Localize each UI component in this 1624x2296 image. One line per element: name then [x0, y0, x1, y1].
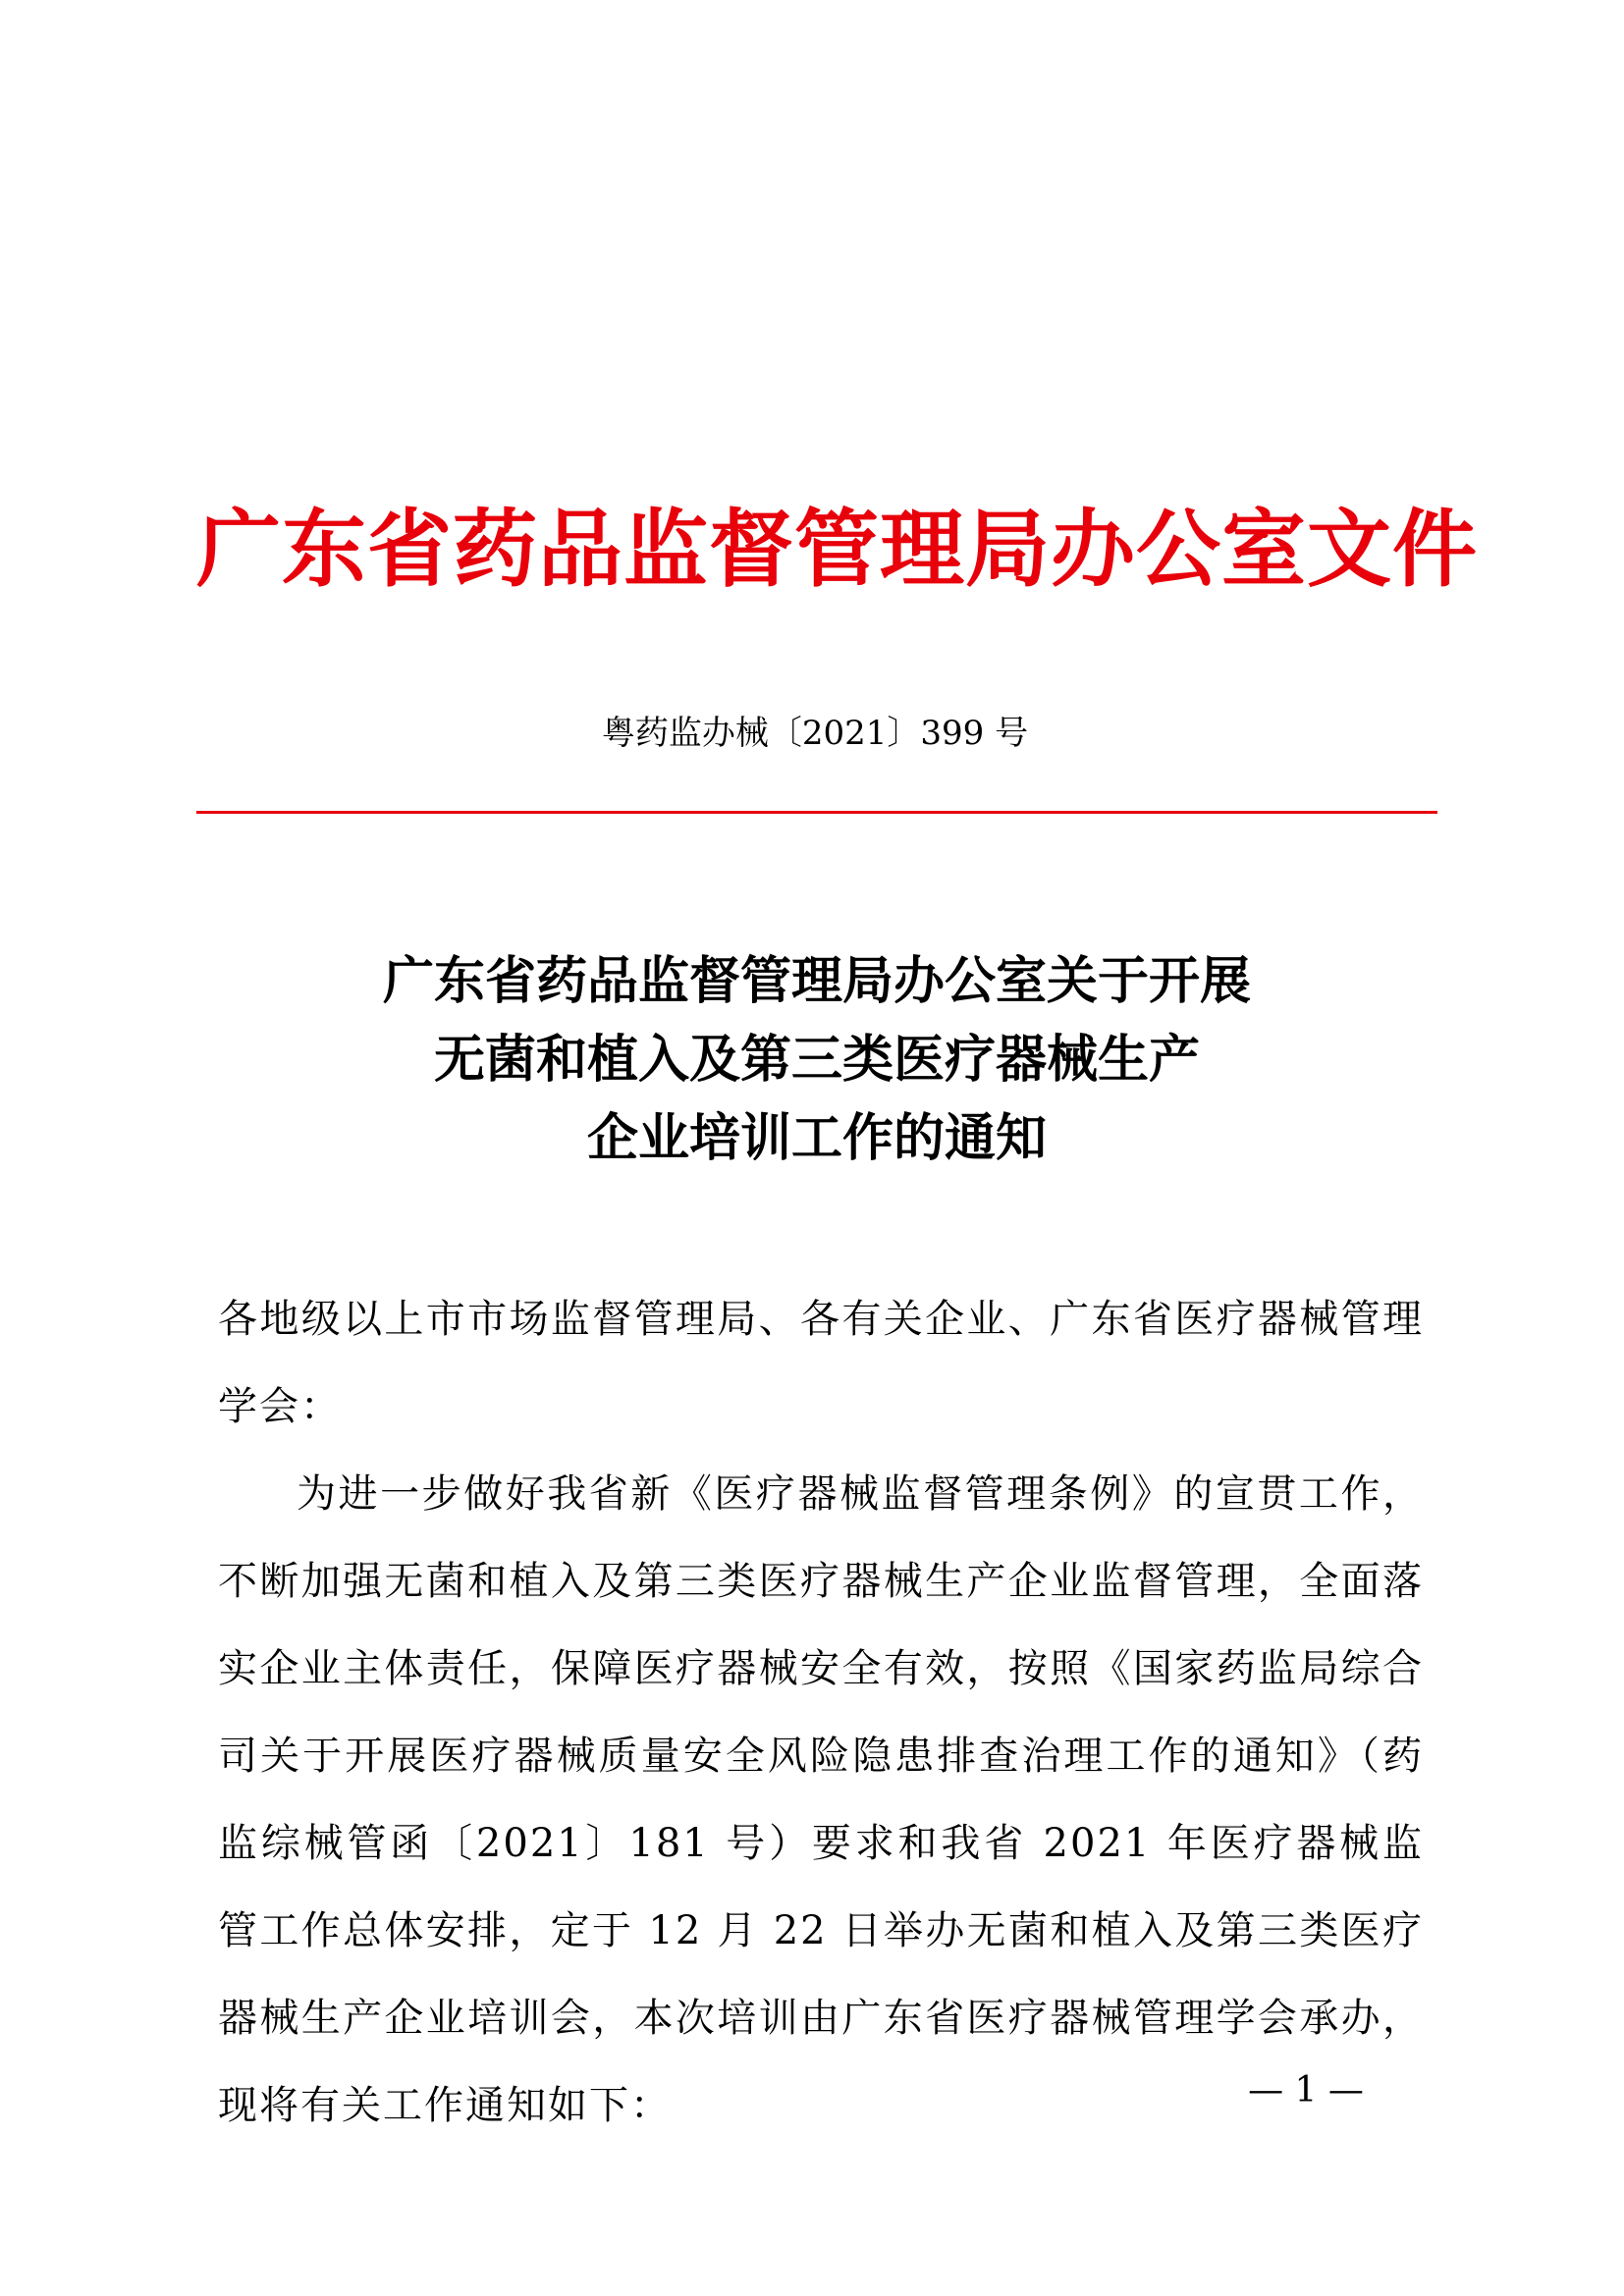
page-number: — 1 — — [1248, 2070, 1364, 2110]
red-divider-line — [196, 811, 1437, 814]
issuer-header: 广东省药品监督管理局办公室文件 — [196, 501, 1478, 599]
notice-title-line-3: 企业培训工作的通知 — [586, 1108, 1047, 1168]
notice-title-line-2: 无菌和植入及第三类医疗器械生产 — [433, 1030, 1200, 1090]
document-number: 粤药监办械〔2021〕399 号 — [601, 714, 1029, 753]
addressee-line: 各地级以上市市场监督管理局、各有关企业、广东省医疗器械管理学会： — [218, 1297, 1424, 1429]
notice-title — [196, 942, 1437, 1178]
notice-body — [218, 1276, 1424, 2150]
notice-title-line-1: 广东省药品监督管理局办公室关于开展 — [382, 951, 1251, 1011]
body-paragraph-1: 为进一步做好我省新《医疗器械监督管理条例》的宣贯工作，不断加强无菌和植入及第三类医疗器械生产企业监督管理，全面落实企业主体责任，保障医疗器械安全有效，按照《国家药监局综合司关于开展医疗器械质量安全风险隐患排查治理工作的通知》（药监综械管函〔2021〕181 号）要求和我省 2021 年医疗器械监管工作总体安排，定于 12 月 22 日举办无菌和植入及第三类医疗器械生产企业培训会，本次培训由广东省医疗器械管理学会承办，现将有关工作通知如下： — [218, 1471, 1424, 2128]
